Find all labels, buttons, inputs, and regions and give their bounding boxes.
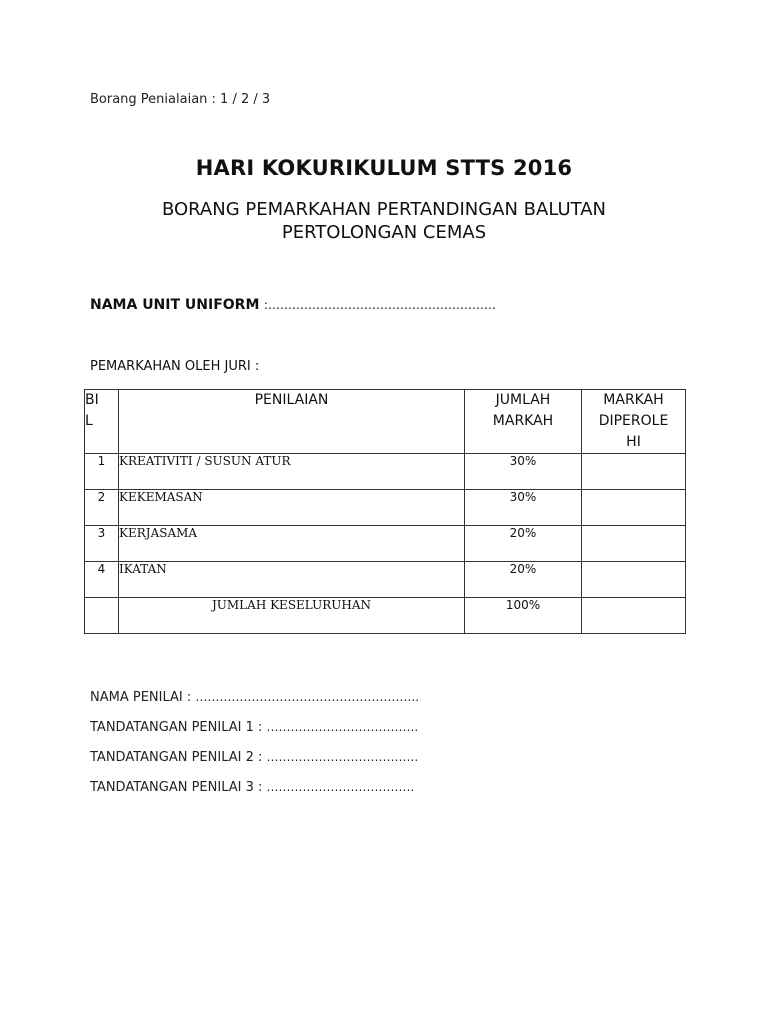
score-table [84,389,686,634]
jury-label: PEMARKAHAN OLEH JURI : [90,359,260,374]
total-score-cell[interactable] [582,598,686,634]
header-markah-diperolehi [582,390,686,454]
row-score-cell[interactable] [582,454,686,490]
signature-3-blank: ………………………………. [266,780,415,794]
table-row [85,454,686,490]
header-markah-line-1: MARKAH [603,392,664,408]
header-jumlah-markah [465,390,582,454]
row-score-cell[interactable] [582,490,686,526]
signature-1-label: TANDATANGAN PENILAI 1 : [90,720,263,735]
row-number: 4 [85,562,119,598]
row-number: 3 [85,526,119,562]
assessor-name-blank: ……………………………………………….. [195,690,420,704]
table-row [85,526,686,562]
subtitle-line-2: PERTOLONGAN CEMAS [281,222,487,243]
row-criterion: IKATAN [119,562,465,598]
header-bil-line-1: BI [85,392,99,408]
row-criterion: KREATIVITI / SUSUN ATUR [119,454,465,490]
row-percent: 20% [465,562,582,598]
signature-3-label: TANDATANGAN PENILAI 3 : [90,780,263,795]
total-percent: 100% [465,598,582,634]
header-penilaian: PENILAIAN [119,390,465,454]
table-row [85,490,686,526]
assessor-name-label: NAMA PENILAI : [90,690,192,705]
row-score-cell[interactable] [582,562,686,598]
header-markah-line-2: DIPEROLE [598,413,669,429]
unit-name-field [90,297,496,313]
table-header-row [85,390,686,454]
unit-name-blank: :………………………………………………… [263,298,496,312]
total-number-cell [85,598,119,634]
signature-2-blank: ……………………………….. [266,750,419,764]
row-criterion: KERJASAMA [119,526,465,562]
row-number: 2 [85,490,119,526]
unit-name-label: NAMA UNIT UNIFORM [90,297,260,313]
table-total-row [85,598,686,634]
row-percent: 30% [465,490,582,526]
row-percent: 20% [465,526,582,562]
total-label: JUMLAH KESELURUHAN [119,598,465,634]
signature-2-label: TANDATANGAN PENILAI 2 : [90,750,263,765]
header-bil [85,390,119,454]
signature-3-field [90,780,414,795]
header-bil-line-2: L [85,413,93,429]
header-markah-line-3: HI [626,434,641,450]
page-subtitle [0,198,768,244]
form-number: Borang Penialaian : 1 / 2 / 3 [90,92,271,107]
row-criterion: KEKEMASAN [119,490,465,526]
signature-1-field [90,720,418,735]
subtitle-line-1: BORANG PEMARKAHAN PERTANDINGAN BALUTAN [161,199,607,220]
table-row [85,562,686,598]
row-percent: 30% [465,454,582,490]
page-title: HARI KOKURIKULUM STTS 2016 [195,156,573,180]
row-score-cell[interactable] [582,526,686,562]
row-number: 1 [85,454,119,490]
header-jumlah-line-2: MARKAH [492,413,554,429]
header-jumlah-line-1: JUMLAH [495,392,551,408]
signature-1-blank: ……………………………….. [266,720,419,734]
assessor-name-field [90,690,419,705]
signature-2-field [90,750,418,765]
